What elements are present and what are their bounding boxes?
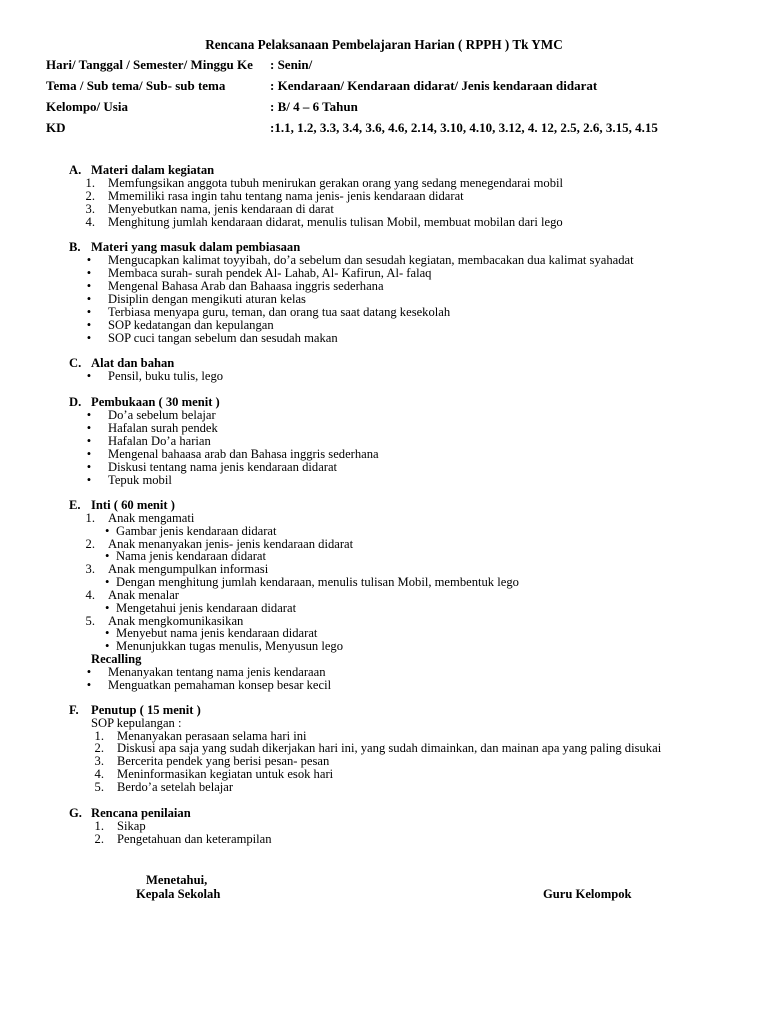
step-text: Anak menanyakan jenis- jenis kendaraan didarat [108,537,354,551]
section-letter: G. [69,806,82,820]
list-item: Mengenal Bahasa Arab dan Bahaasa inggris sederhana [108,279,384,293]
sub-bullet-icon: • [105,524,110,538]
bullet-icon: • [86,266,92,280]
sub-item: Nama jenis kendaraan didarat [116,549,267,563]
step-number: 2. [85,537,95,551]
list-item: Bercerita pendek yang berisi pesan- pesan [117,754,330,768]
header-label-tema: Tema / Sub tema/ Sub- sub tema [46,78,226,93]
list-item: Hafalan Do’a harian [108,434,211,448]
list-item: Menyebutkan nama, jenis kendaraan di darat [108,202,334,216]
list-item: Meninformasikan kegiatan untuk esok hari [117,767,334,781]
sub-bullet-icon: • [105,601,110,615]
list-number: 5. [94,780,104,794]
bullet-icon: • [86,279,92,293]
list-item: Menanyakan tentang nama jenis kendaraan [108,665,326,679]
list-item: Menghitung jumlah kendaraan didarat, menulis tulisan Mobil, membuat mobilan dari lego [108,215,563,229]
list-item: Terbiasa menyapa guru, teman, dan orang tua saat datang kesekolah [108,305,451,319]
sop-intro: SOP kepulangan : [91,716,182,730]
section-title: Rencana penilaian [91,806,191,820]
list-number: 1. [85,176,95,190]
list-item: Membaca surah- surah pendek Al- Lahab, Al- Kafirun, Al- falaq [108,266,432,280]
list-number: 3. [94,754,104,768]
list-number: 3. [85,202,95,216]
list-item: Mmemiliki rasa ingin tahu tentang nama jenis- jenis kendaraan didarat [108,189,464,203]
bullet-icon: • [86,678,92,692]
section-letter: D. [69,395,82,409]
section-title: Materi yang masuk dalam pembiasaan [91,240,301,254]
step-number: 3. [85,562,95,576]
bullet-icon: • [86,408,92,422]
bullet-icon: • [86,369,92,383]
section-title: Penutup ( 15 menit ) [91,703,201,717]
header-value-kd: :1.1, 1.2, 3.3, 3.4, 3.6, 4.6, 2.14, 3.10, 4.10, 3.12, 4. 12, 2.5, 2.6, 3.15, 4.15 [270,120,658,135]
sub-item: Menunjukkan tugas menulis, Menyusun lego [116,639,344,653]
header-label-kd: KD [46,120,66,135]
bullet-icon: • [86,434,92,448]
section-letter: C. [69,356,82,370]
sub-bullet-icon: • [105,626,110,640]
sub-bullet-icon: • [105,549,110,563]
list-item: Menguatkan pemahaman konsep besar kecil [108,678,332,692]
list-number: 4. [85,215,95,229]
header-value-kelompok: : B/ 4 – 6 Tahun [270,99,358,114]
list-item: Diskusi tentang nama jenis kendaraan didarat [108,460,338,474]
step-number: 4. [85,588,95,602]
list-item: Pensil, buku tulis, lego [108,369,224,383]
header-value-tema: : Kendaraan/ Kendaraan didarat/ Jenis kendaraan didarat [270,78,598,93]
section-title: Materi dalam kegiatan [91,163,215,177]
list-item: Menanyakan perasaan selama hari ini [117,729,307,743]
step-number: 1. [85,511,95,525]
document-title: Rencana Pelaksanaan Pembelajaran Harian ( RPPH ) Tk YMC [205,37,563,52]
list-item: Hafalan surah pendek [108,421,218,435]
list-item: Do’a sebelum belajar [108,408,216,422]
sub-bullet-icon: • [105,575,110,589]
section-title: Inti ( 60 menit ) [91,498,175,512]
bullet-icon: • [86,447,92,461]
bullet-icon: • [86,331,92,345]
list-item: Tepuk mobil [108,473,172,487]
list-number: 1. [94,729,104,743]
bullet-icon: • [86,473,92,487]
list-number: 2. [85,189,95,203]
list-item: Mengucapkan kalimat toyyibah, do’a sebelum dan sesudah kegiatan, membacakan dua kalimat syahadat [108,253,634,267]
list-item: Memfungsikan anggota tubuh menirukan gerakan orang yang sedang menegendarai mobil [108,176,563,190]
section-letter: B. [69,240,81,254]
bullet-icon: • [86,305,92,319]
header-value-hari: : Senin/ [270,57,313,72]
step-text: Anak mengumpulkan informasi [108,562,269,576]
signature-menetahui: Menetahui, [146,873,208,887]
section-letter: F. [69,703,79,717]
list-number: 2. [94,832,104,846]
signature-kepala-sekolah: Kepala Sekolah [136,887,221,901]
section-title: Pembukaan ( 30 menit ) [91,395,220,409]
sub-item: Gambar jenis kendaraan didarat [116,524,277,538]
bullet-icon: • [86,421,92,435]
list-item: SOP cuci tangan sebelum dan sesudah makan [108,331,338,345]
bullet-icon: • [86,292,92,306]
list-item: Disiplin dengan mengikuti aturan kelas [108,292,306,306]
list-number: 2. [94,741,104,755]
signature-guru-kelompok: Guru Kelompok [543,887,632,901]
sub-item: Menyebut nama jenis kendaraan didarat [116,626,318,640]
header-label-kelompok: Kelompo/ Usia [46,99,128,114]
list-number: 4. [94,767,104,781]
list-item: Berdo’a setelah belajar [117,780,234,794]
bullet-icon: • [86,318,92,332]
list-item: SOP kedatangan dan kepulangan [108,318,274,332]
bullet-icon: • [86,460,92,474]
step-text: Anak menalar [108,588,179,602]
list-item: Mengenal bahaasa arab dan Bahasa inggris sederhana [108,447,379,461]
recalling-heading: Recalling [91,652,142,666]
list-item: Diskusi apa saja yang sudah dikerjakan hari ini, yang sudah dimainkan, dan mainan apa yang paling disukai [117,741,662,755]
bullet-icon: • [86,253,92,267]
list-item: Pengetahuan dan keterampilan [117,832,272,846]
section-letter: A. [69,163,82,177]
step-text: Anak mengamati [108,511,195,525]
sub-item: Mengetahui jenis kendaraan didarat [116,601,297,615]
header-label-hari: Hari/ Tanggal / Semester/ Minggu Ke [46,57,253,72]
sub-item: Dengan menghitung jumlah kendaraan, menulis tulisan Mobil, membentuk lego [116,575,519,589]
step-text: Anak mengkomunikasikan [108,614,244,628]
bullet-icon: • [86,665,92,679]
section-letter: E. [69,498,81,512]
step-number: 5. [85,614,95,628]
list-number: 1. [94,819,104,833]
sub-bullet-icon: • [105,639,110,653]
list-item: Sikap [117,819,146,833]
section-title: Alat dan bahan [91,356,175,370]
